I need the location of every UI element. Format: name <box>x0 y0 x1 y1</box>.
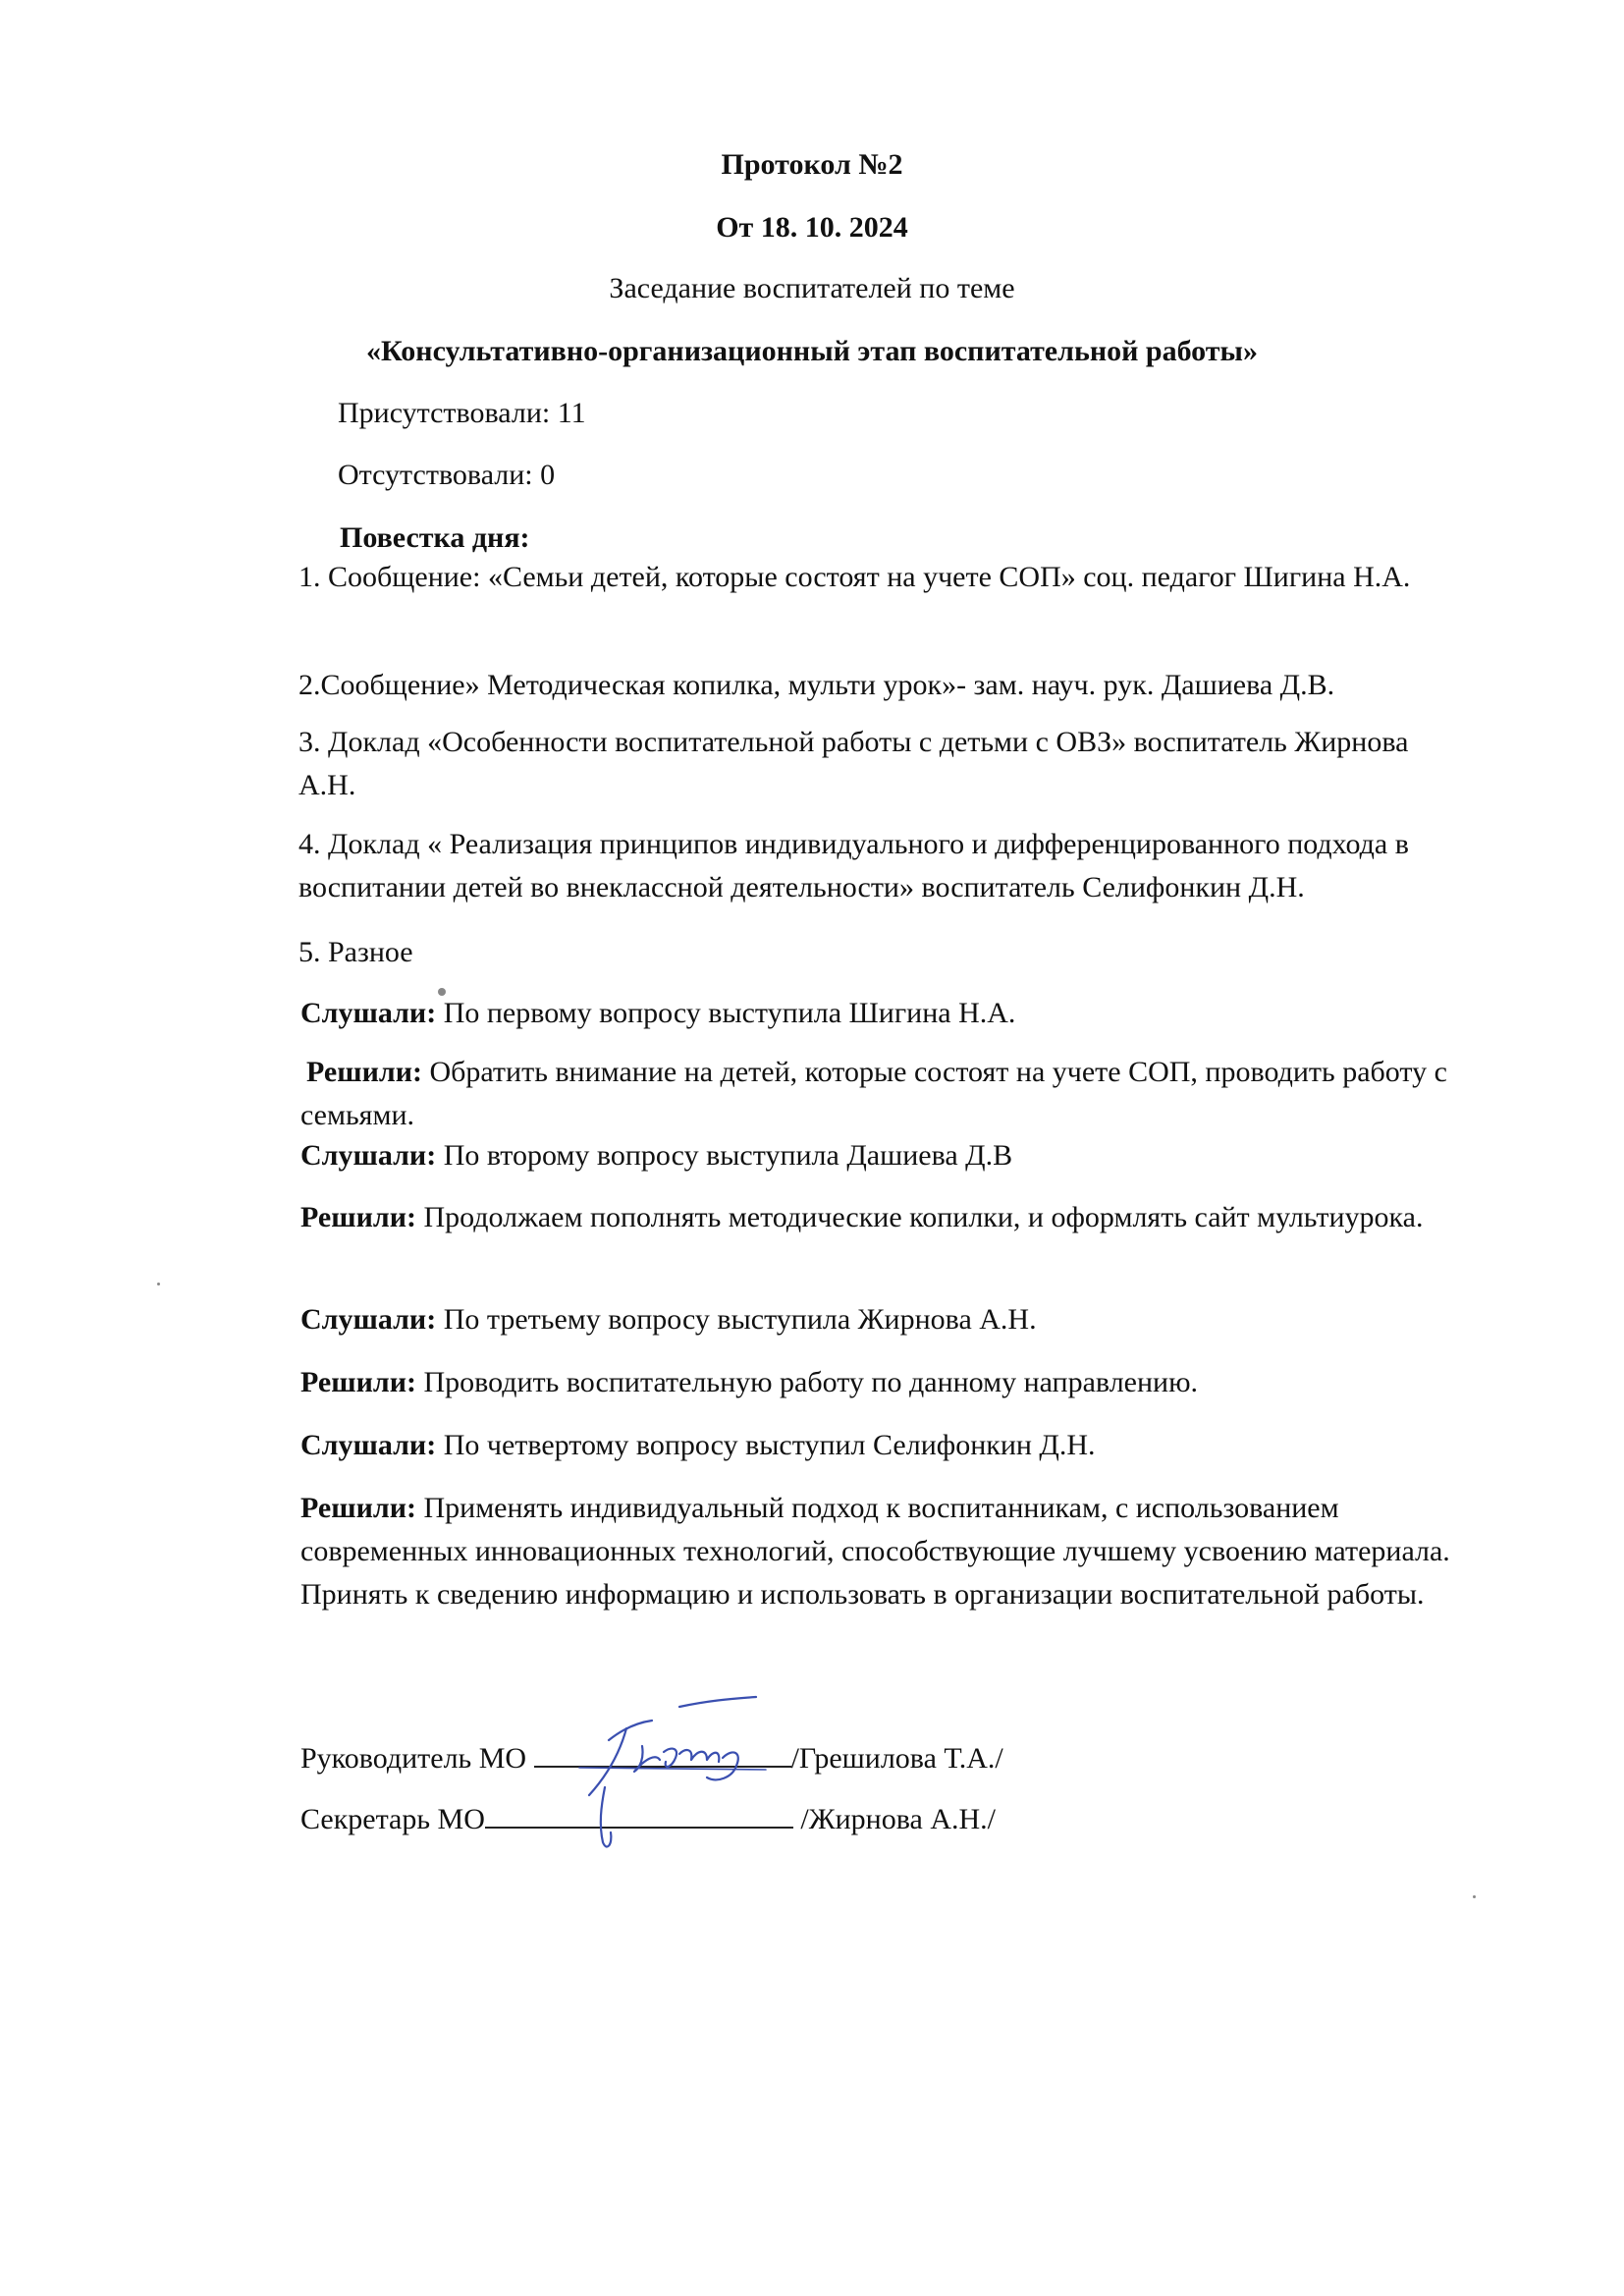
attendance-absent: Отсутствовали: 0 <box>338 459 556 491</box>
minutes-text: Продолжаем пополнять методические копилки, и оформлять сайт мультиурока. <box>415 1201 1424 1233</box>
minutes-entry <box>300 1424 1518 1467</box>
minutes-text: Применять индивидуальный подход к воспитанникам, с использованием современных инновационных технологий, способствующие лучшему усвоению материала. Принять к сведению информацию и использовать в организации воспитательной работы. <box>300 1492 1450 1611</box>
secretary-label: Секретарь МО <box>300 1803 485 1835</box>
minutes-entry <box>300 1051 1489 1137</box>
minutes-label: Слушали: <box>300 1303 437 1336</box>
minutes-label: Решили: <box>306 1056 422 1088</box>
agenda-item: 2.Сообщение» Методическая копилка, мульти урок»- зам. науч. рук. Дашиева Д.В. <box>298 669 1335 701</box>
protocol-title: Протокол №2 <box>721 148 903 181</box>
minutes-entry <box>300 1196 1430 1239</box>
scan-speck <box>438 988 446 996</box>
agenda-item: 3. Доклад «Особенности воспитательной работы с детьми с ОВЗ» воспитатель Жирнова А.Н. <box>298 726 1409 801</box>
minutes-entry <box>300 992 1518 1035</box>
agenda-title: Повестка дня: <box>340 521 530 554</box>
head-label: Руководитель МО <box>300 1742 527 1775</box>
scan-speck <box>1473 1895 1476 1898</box>
minutes-label: Решили: <box>300 1492 416 1524</box>
minutes-entry <box>300 1134 1518 1177</box>
meeting-topic: «Консультативно-организационный этап воспитательной работы» <box>366 335 1258 367</box>
minutes-label: Слушали: <box>300 997 437 1029</box>
scan-speck <box>157 1283 160 1285</box>
secretary-name: /Жирнова А.Н./ <box>800 1803 996 1835</box>
minutes-text: По второму вопросу выступила Дашиева Д.В <box>436 1139 1013 1172</box>
agenda-item: 4. Доклад « Реализация принципов индивидуального и дифференцированного подхода в воспитании детей во внеклассной деятельности» воспитатель Селифонкин Д.Н. <box>298 828 1409 903</box>
agenda-item: 5. Разное <box>298 936 413 968</box>
minutes-text: По четвертому вопросу выступил Селифонкин Д.Н. <box>436 1429 1096 1461</box>
minutes-text: По третьему вопросу выступила Жирнова А.Н. <box>436 1303 1037 1336</box>
minutes-entry <box>300 1298 1518 1341</box>
minutes-label: Решили: <box>300 1366 416 1398</box>
agenda-item: 1. Сообщение: «Семьи детей, которые состоят на учете СОП» соц. педагог Шигина Н.А. <box>298 561 1411 593</box>
protocol-date: От 18. 10. 2024 <box>716 211 908 244</box>
minutes-label: Решили: <box>300 1201 416 1233</box>
minutes-entry <box>300 1487 1489 1616</box>
minutes-label: Слушали: <box>300 1429 437 1461</box>
meeting-description: Заседание воспитателей по теме <box>609 272 1015 304</box>
minutes-entry <box>300 1361 1518 1404</box>
handwritten-signature <box>569 1689 785 1866</box>
minutes-text: Проводить воспитательную работу по данному направлению. <box>415 1366 1199 1398</box>
minutes-text: Обратить внимание на детей, которые состоят на учете СОП, проводить работу с семьями. <box>300 1056 1447 1131</box>
signature-text: Греш <box>569 1689 572 1690</box>
minutes-text: По первому вопросу выступила Шигина Н.А. <box>436 997 1016 1029</box>
head-name: /Грешилова Т.А./ <box>790 1742 1003 1775</box>
minutes-label: Слушали: <box>300 1139 437 1172</box>
attendance-present: Присутствовали: 11 <box>338 397 586 429</box>
